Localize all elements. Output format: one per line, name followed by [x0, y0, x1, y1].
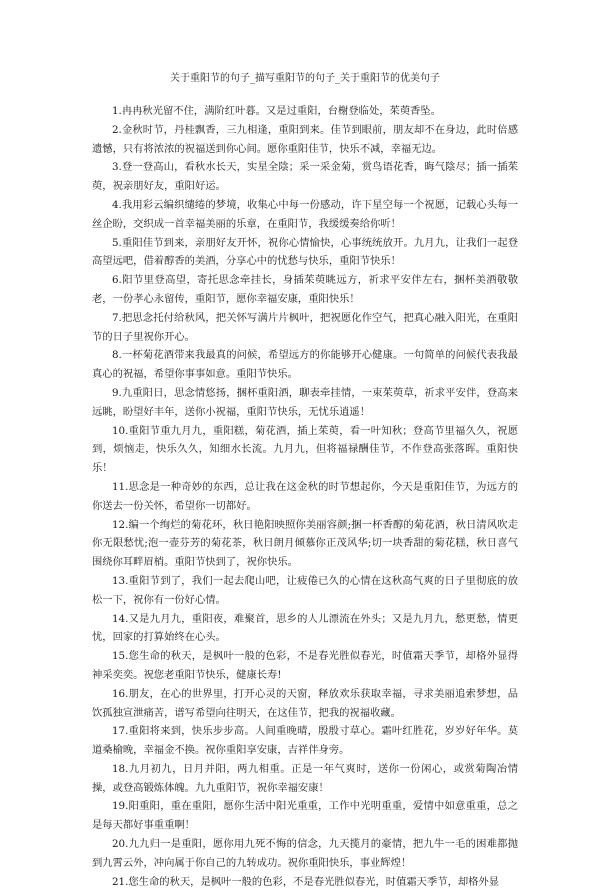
sentence-item: 3.登一登高山，看秋水长天，实星全陰；采一采金菊，赏鸟语花香，晦气陰尽；插一插茱萸，祝亲朋好友，重阳好运。: [92, 161, 518, 193]
sentence-item: 19.阳重阳，重在重阳，愿你生活中阳光重重，工作中光明重重，爱情中如意重重，总之是每天都好事重重啊！: [92, 800, 518, 832]
sentence-list: [92, 102, 518, 891]
sentence-item: 8.一杯菊花酒带来我最真的问候，希望远方的你能够开心健康。一句简单的问候代表我最真心的祝福，希望你事事如意。重阳节快乐。: [92, 349, 518, 381]
sentence-item: 20.九九归一是重阳，愿你用九死不悔的信念，九天揽月的豪情，把九牛一毛的困难都抛到九霄云外，冲向属于你自己的九转成功。祝你重阳快乐，事业辉煌！: [92, 838, 518, 869]
document-page: [92, 72, 518, 891]
sentence-item: 5.重阳佳节到来，亲朋好友开怀，祝你心情愉快，心事统统放开。九月九，让我们一起登高望远吧，借着醇香的美酒，分享心中的忧愁与快乐，重阳节快乐！: [92, 236, 518, 268]
sentence-item: 13.重阳节到了，我们一起去爬山吧，让疲倦已久的心情在这秋高气爽的日子里彻底的放松一下，祝你有一份好心情。: [92, 574, 518, 606]
sentence-item: 10.重阳节重九月九，重阳糕，菊花酒，插上茱萸，看一叶知秋；登高节里福久久，祝愿到，烦恼走，快乐久久，知细水长流。九月九，但将福禄酬佳节，不作登高张落晖。重阳快乐！: [92, 424, 518, 475]
sentence-item: 16.朋友，在心的世界里，打开心灵的天窗，释放欢乐获取幸福，寻求美丽追索梦想，品饮孤独宣泄痛苦，谱写希望向往明天，在这佳节，把我的祝福收藏。: [92, 687, 518, 719]
sentence-item: 1.冉冉秋光留不住，满阶红叶暮。又是过重阳，台榭登临处，茱萸香坠。: [112, 105, 442, 117]
sentence-item: 21.您生命的秋天，是枫叶一般的色彩，不是春光胜似春光，时值霜天季节，却格外显: [112, 875, 500, 888]
sentence-item: 4.我用彩云编织缱绻的梦境，收集心中每一份感动，许下星空每一个祝愿，记载心头每一丝企盼，交织成一首幸福美丽的乐章，在重阳节，我缓缓奏给你听！: [92, 198, 518, 230]
sentence-item: 14.又是九月九，重阳夜，难聚首，思乡的人儿漂流在外头；又是九月九，愁更愁，情更忧，回家的打算始终在心头。: [92, 612, 518, 644]
sentence-item: 7.把思念托付给秋风，把关怀写满片片枫叶，把祝愿化作空气，把真心融入阳光，在重阳节的日子里祝你开心。: [92, 311, 518, 343]
sentence-item: 17.重阳将来到，快乐步步高。人间重晚晴，殷殷寸草心。霜叶红胜花，岁岁好年华。莫道桑榆晚，幸福金不换。祝你重阳享安康，吉祥伴身旁。: [92, 725, 518, 757]
sentence-item: 2.金秋时节，丹桂飘香，三九相逢，重阳到来。佳节到眼前，朋友却不在身边，此时倍感遗憾，只有将浓浓的祝福送到你心间。愿你重阳佳节，快乐不减，幸福无边。: [92, 123, 518, 155]
sentence-item: 6.阳节里登高望，寄托思念牵挂长，身插茱萸眺远方，祈求平安伴左右，捆杯美酒敬敬老，一份孝心永留传，重阳节，愿你幸福安康，重阳快乐！: [92, 274, 518, 305]
sentence-item: 9.九重阳日，思念情悠扬，捆杯重阳酒，聊表牵挂情，一束茱萸草，祈求平安伴，登高来远眺，盼望好丰年，送你小祝福，重阳节快乐，无忧乐逍遥！: [92, 386, 518, 418]
document-title: 关于重阳节的句子_描写重阳节的句子_关于重阳节的优美句子: [170, 73, 440, 84]
sentence-item: 15.您生命的秋天，是枫叶一般的色彩，不是春光胜似春光，时值霜天季节，却格外显得神采奕奕。祝您老重阳节快乐，健康长寿!: [92, 650, 518, 681]
sentence-item: 18.九月初九，日月并阳，两九相重。正是一年气爽时，送你一份闲心，或赏菊陶冶情操，或登高锻炼体魄。九九重阳节，祝你幸福安康！: [92, 762, 518, 794]
sentence-item: 11.思念是一种奇妙的东西，总让我在这金秋的时节想起你，今天是重阳佳节，为远方的你送去一份关怀，希望你一切都好。: [92, 480, 518, 512]
sentence-item: 12.编一个绚烂的菊花环，秋日艳阳映照你美丽容颜;捆一杯香醇的菊花酒，秋日清风吹走你无限愁忧;泡一壶芬芳的菊花茶，秋日朗月倾慕你正茂风华;切一块香甜的菊花糕，秋日喜气围绕你耳畔眉梢。重阳节快到了，祝你快乐。: [92, 518, 518, 569]
